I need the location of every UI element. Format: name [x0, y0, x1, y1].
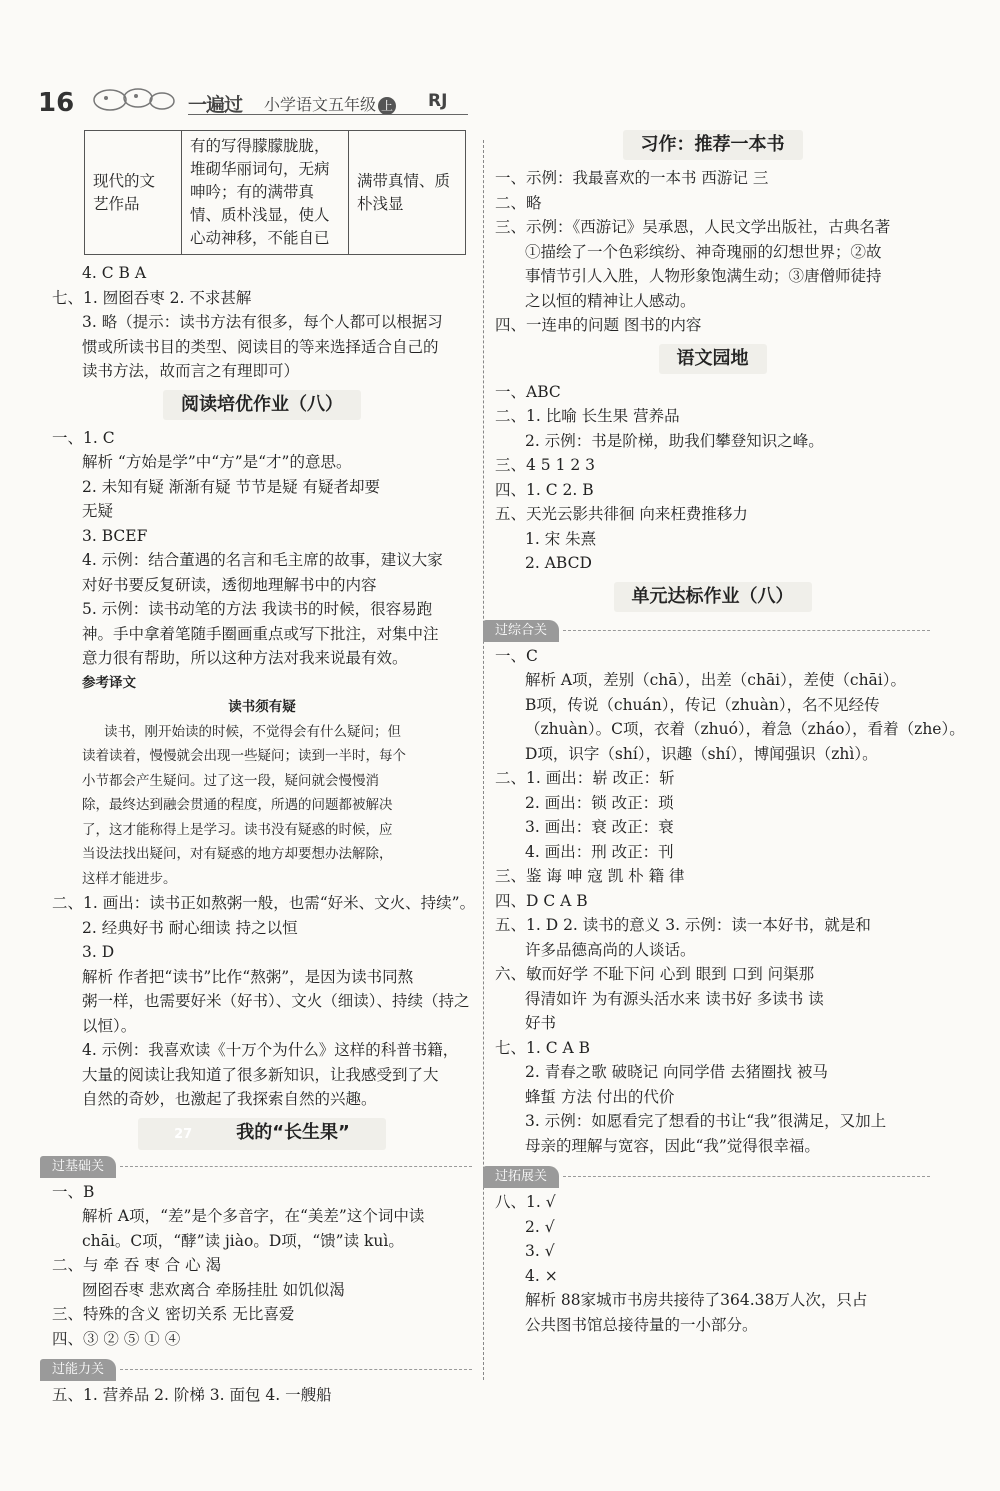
tag-comprehensive: [483, 618, 930, 642]
answer-line: 之以恒的精神让人感动。: [525, 291, 696, 310]
table-line: 朴浅显: [357, 194, 404, 213]
section-title-text: [138, 1118, 386, 1150]
answer-line: 四、一连串的问题 图书的内容: [495, 316, 702, 334]
table-line: 满带真情、质: [357, 171, 451, 190]
section-title-garden: [495, 344, 930, 374]
answer-line: 2. ABCD: [525, 554, 592, 572]
section-title-writing: [495, 130, 930, 160]
section-title-text: 阅读培优作业（八）: [163, 390, 361, 420]
answer-line: 七、1. C A B: [495, 1038, 591, 1057]
answer-line: 3. 示例：如愿看完了想看的书让“我”很满足，又加上: [525, 1112, 887, 1130]
answer-line: 4. ×: [525, 1266, 558, 1285]
answer-line: 4. 示例：我喜欢读《十万个为什么》这样的科普书籍，: [82, 1041, 459, 1059]
answer-line: 六、敏而好学 不耻下问 心到 眼到 口到 问渠那: [495, 965, 815, 983]
page-number: 16: [38, 88, 75, 118]
answer-line: 三、示例：《西游记》吴承恩，人民文学出版社，古典名著: [495, 218, 891, 236]
answer-line: ①描绘了一个色彩缤纷、神奇瑰丽的幻想世界；②故: [525, 242, 882, 261]
answer-line: 二、1. 画出：崭 改正：斩: [495, 769, 675, 787]
comparison-table: [84, 130, 466, 255]
lesson-number-badge: 27: [156, 1120, 210, 1150]
section-title-unit: [495, 582, 930, 612]
page-header: [38, 80, 468, 116]
answer-line: 八、1. √: [495, 1193, 556, 1211]
answer-line: 无疑: [82, 502, 114, 520]
section-title-text: 单元达标作业（八）: [614, 582, 812, 612]
answer-line: 读书须有疑: [228, 699, 296, 715]
answer-line: 粥一样，也需要好米（好书）、文火（细读）、持续（持之: [82, 992, 470, 1010]
answer-line: 2. 青春之歌 破晓记 向同学借 去猪圈找 被马: [525, 1063, 828, 1081]
tag-label: 过综合关: [483, 620, 559, 642]
answer-block-writing: [495, 166, 930, 338]
answer-line: 除，最终达到融会贯通的程度，所遇的问题都被解决: [82, 797, 393, 813]
answer-line: 解析 A项，“差”是个多音字，在“美差”这个词中读: [82, 1207, 425, 1225]
answer-line: 囫囵吞枣 悲欢离合 牵肠挂肚 如饥似渴: [82, 1280, 345, 1299]
brand-logo: 一遍过: [188, 94, 243, 116]
cartoon-decoration-icon: [88, 84, 178, 114]
answer-line: 五、天光云影共徘徊 向来枉费推移力: [495, 505, 748, 523]
section-title-text: 习作：推荐一本书: [623, 130, 803, 160]
table-cell-summary: [349, 131, 466, 255]
answer-block-ability: [52, 1383, 472, 1408]
section-title-lesson27: [52, 1118, 472, 1148]
table-line: 艺作品: [93, 194, 140, 213]
answer-line: B项，传说（chuán），传记（zhuàn），名不见经传: [525, 695, 880, 714]
tag-extension: [483, 1164, 930, 1188]
header-rule: [188, 114, 468, 115]
tag-label: 过能力关: [40, 1359, 116, 1381]
answer-line: 小节都会产生疑问。过了这一段，疑问就会慢慢消: [82, 772, 379, 789]
answer-line: 三、鉴 诲 呻 寇 凯 朴 籍 律: [495, 867, 685, 885]
answer-line: 四、1. C 2. B: [495, 480, 594, 499]
answer-line: 读着读着，慢慢就会出现一些疑问；读到一半时，每个: [82, 748, 406, 764]
answer-line: 2. √: [525, 1217, 555, 1236]
tag-label: 过拓展关: [483, 1166, 559, 1188]
answer-block-pre: [52, 261, 472, 384]
answer-line: 解析 A项，差别（chā），出差（chāi），差使（chāi）。: [525, 671, 907, 689]
answer-line: 1. 宋 朱熹: [525, 529, 597, 548]
answer-line: 以恒）。: [82, 1016, 137, 1035]
tag-ability: [40, 1357, 472, 1381]
answer-line: 三、特殊的含义 密切关系 无比喜爱: [52, 1305, 295, 1323]
answer-line: 解析 88家城市书房共接待了364.38万人次，只占: [525, 1291, 868, 1309]
answer-line: 惯或所读书目的类型、阅读目的等来选择适合自己的: [82, 337, 439, 356]
column-divider: [483, 140, 484, 1380]
answer-line: 解析 “方始是学”中“方”是“才”的意思。: [82, 453, 352, 471]
answer-line: 2. 经典好书 耐心细读 持之以恒: [82, 918, 298, 937]
answer-line: 一、B: [52, 1182, 95, 1201]
answer-line: 了，这才能称得上是学习。读书没有疑惑的时候，应: [82, 821, 393, 838]
answer-line: （zhuàn）。C项，衣着（zhuó），着急（zháo），看着（zhe）。: [525, 720, 965, 738]
answer-line: 4. 画出：刑 改正：刊: [525, 842, 674, 861]
answer-line: 三、4 5 1 2 3: [495, 456, 596, 474]
answer-line: 公共图书馆总接待量的一小部分。: [525, 1315, 758, 1334]
answer-line: 事情节引人入胜，人物形象饱满生动；③唐僧师徒持: [525, 267, 882, 285]
answer-line: 这样才能进步。: [82, 870, 177, 887]
tag-basic: [40, 1154, 472, 1178]
section-title-text: 语文园地: [659, 344, 767, 374]
answer-line: 3. BCEF: [82, 526, 148, 545]
answer-line: 五、1. D 2. 读书的意义 3. 示例：读一本好书，就是和: [495, 916, 871, 934]
answer-line: 四、D C A B: [495, 891, 588, 910]
answer-line: 一、ABC: [495, 382, 561, 401]
answer-line: 3. 画出：衰 改正：衰: [525, 818, 674, 836]
table-line: 呻吟；有的满带真: [190, 183, 315, 201]
answer-line: 一、示例：我最喜欢的一本书 西游记 三: [495, 169, 769, 187]
answer-line: 二、1. 比喻 长生果 营养品: [495, 407, 680, 425]
answer-line: 得清如许 为有源头活水来 读书好 多读书 读: [525, 989, 824, 1008]
answer-line: 2. 画出：锁 改正：琐: [525, 793, 674, 812]
answer-line: 好书: [525, 1014, 557, 1032]
table-cell-feature: [182, 131, 349, 255]
answer-line: 一、1. C: [52, 428, 115, 447]
lesson-title: 我的“长生果”: [218, 1118, 368, 1148]
table-line: 有的写得朦朦胧胧，: [190, 137, 330, 155]
answer-line: 解析 作者把“读书”比作“熬粥”，是因为读书同熬: [82, 967, 414, 986]
answer-block-garden: [495, 380, 930, 576]
answer-line: 许多品德高尚的人谈话。: [525, 940, 696, 959]
tag-label: 过基础关: [40, 1156, 116, 1178]
edition-label: RJ: [428, 91, 448, 111]
answer-line: 2. 示例：书是阶梯，助我们攀登知识之峰。: [525, 431, 824, 450]
answer-line: 读书方法，故而言之有理即可）: [82, 362, 300, 380]
answer-line: 4. 示例：结合董遇的名言和毛主席的故事，建议大家: [82, 551, 443, 569]
answer-line: 自然的奇妙，也激起了我探索自然的兴趣。: [82, 1090, 377, 1108]
right-column: [495, 130, 965, 1337]
answer-line: 参考译文: [82, 674, 136, 691]
subject-label: 小学语文五年级: [264, 95, 377, 114]
answer-line: 大量的阅读让我知道了很多新知识，让我感受到了大: [82, 1065, 439, 1084]
table-line: 现代的文: [93, 171, 156, 190]
answer-line: 一、C: [495, 646, 538, 665]
answer-line: 二、略: [495, 193, 542, 212]
answer-line: 3. √: [525, 1242, 555, 1260]
answer-block-extension: [495, 1190, 930, 1337]
answer-line: 3. 略（提示：读书方法有很多，每个人都可以根据习: [82, 313, 443, 331]
section-title-reading: [52, 390, 472, 420]
table-line: 心动神移，不能自已: [190, 229, 330, 247]
answer-block-reading: [52, 426, 476, 1112]
answer-line: 蜂蜇 方法 付出的代价: [525, 1087, 675, 1106]
answer-line: 5. 示例：读书动笔的方法 我读书的时候，很容易跑: [82, 600, 433, 618]
answer-block-basic: [52, 1180, 472, 1352]
answer-line: 当设法找出疑问，对有疑惑的地方却要想办法解除，: [82, 846, 393, 862]
answer-line: 二、1. 画出：读书正如熬粥一般，也需“好米、文火、持续”。: [52, 894, 476, 912]
answer-line: 3. D: [82, 943, 115, 961]
answer-line: 意力很有帮助，所以这种方法对我来说最有效。: [82, 649, 408, 667]
answer-line: 二、与 牵 吞 枣 合 心 渴: [52, 1256, 222, 1274]
answer-line: 4. C B A: [82, 264, 147, 282]
answer-line: 七、1. 囫囵吞枣 2. 不求甚解: [52, 288, 252, 307]
answer-line: chāi。C项，“酵”读 jiào。D项，“馈”读 kuì。: [82, 1231, 404, 1250]
table-line: 情、质朴浅显，使人: [190, 206, 330, 224]
answer-block-comprehensive: [495, 644, 965, 1159]
table-line: 堆砌华丽词句，无病: [190, 160, 330, 178]
answer-line: 2. 未知有疑 渐渐有疑 节节是疑 有疑者却要: [82, 477, 380, 496]
answer-line: 读书，刚开始读的时候，不觉得会有什么疑问；但: [104, 723, 401, 740]
answer-line: D项，识字（shí），识趣（shí），博闻强识（zhì）。: [525, 744, 878, 763]
left-column: [52, 130, 476, 1408]
answer-line: 母亲的理解与宽容，因此“我”觉得很幸福。: [525, 1136, 820, 1155]
answer-line: 对好书要反复研读，透彻地理解书中的内容: [82, 575, 377, 594]
answer-line: 神。手中拿着笔随手圈画重点或写下批注，对集中注: [82, 624, 439, 643]
answer-line: 四、③ ② ⑤ ① ④: [52, 1329, 181, 1348]
table-cell-type: [85, 131, 182, 255]
subject-title: [264, 92, 396, 115]
answer-line: 五、1. 营养品 2. 阶梯 3. 面包 4. 一艘船: [52, 1386, 332, 1404]
volume-badge: 上: [378, 97, 396, 115]
